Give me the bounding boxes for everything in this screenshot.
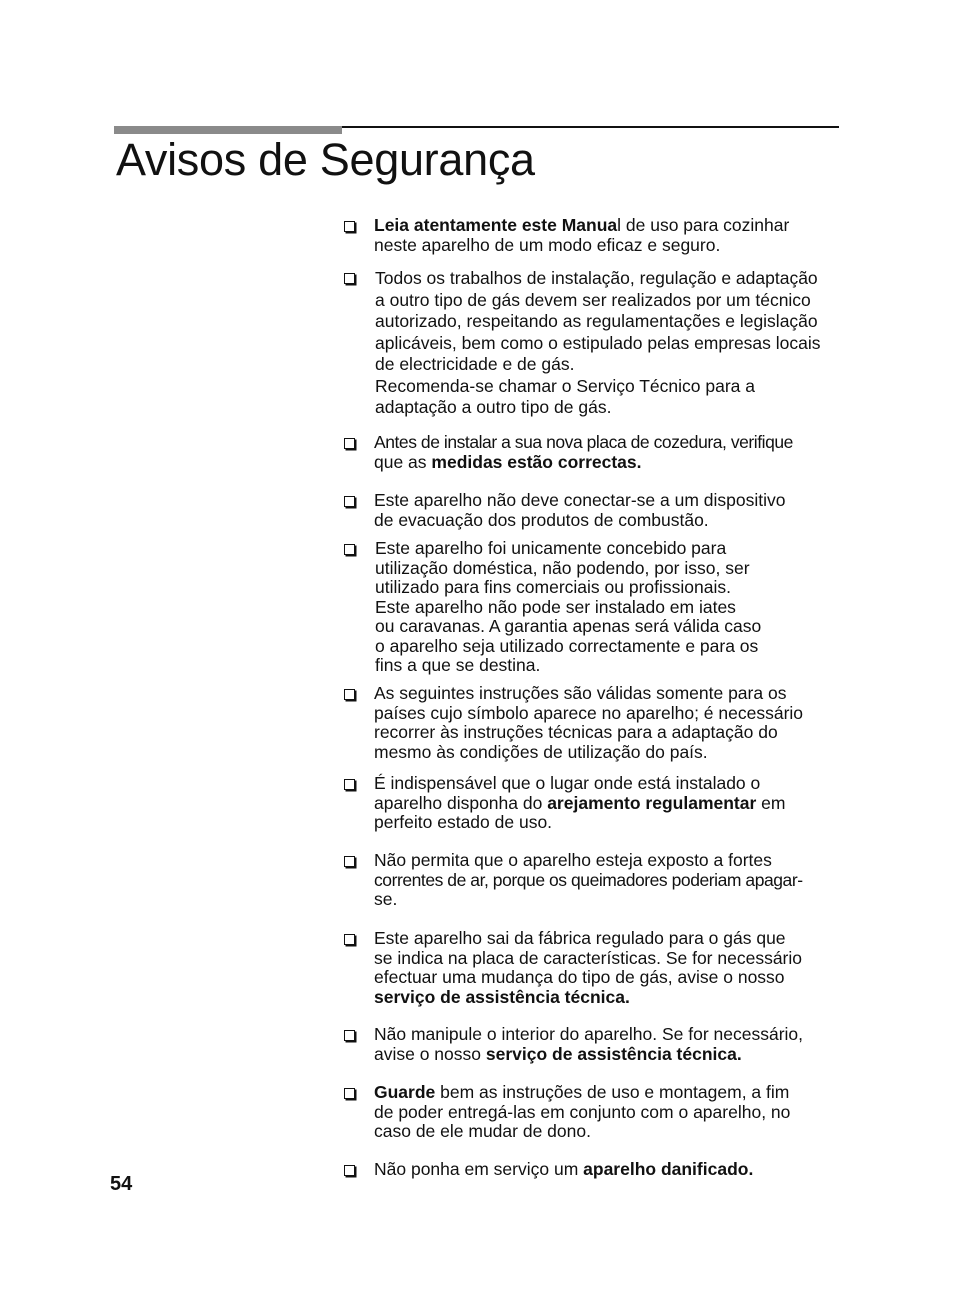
page-title: Avisos de Segurança [116, 134, 535, 185]
list-item-text: É indispensável que o lugar onde está instalado o aparelho disponha do arejamento regulamentar em perfeito estado de uso. [374, 773, 786, 832]
list-item-text: Não permita que o aparelho esteja exposto a fortes correntes de ar, porque os queimadores poderiam apagar- se. [374, 850, 803, 909]
checkbox-bullet-icon [344, 1030, 355, 1041]
checkbox-bullet-icon [344, 438, 355, 449]
list-item-text: Este aparelho não deve conectar-se a um dispositivo de evacuação dos produtos de combustão. [374, 490, 786, 530]
checkbox-bullet-icon [344, 689, 355, 700]
checkbox-bullet-icon [344, 779, 355, 790]
checkbox-bullet-icon [344, 1088, 355, 1099]
header-rule-accent [114, 126, 342, 134]
checkbox-bullet-icon [344, 1165, 355, 1176]
list-item-text: Leia atentamente este Manual de uso para cozinhar neste aparelho de um modo eficaz e seguro. [374, 215, 790, 255]
list-item-text: Não manipule o interior do aparelho. Se for necessário, avise o nosso serviço de assistência técnica. [374, 1024, 803, 1064]
checkbox-bullet-icon [344, 221, 355, 232]
list-item-text: Este aparelho foi unicamente concebido para utilização doméstica, não podendo, por isso, ser utilizado para fins comerciais ou profissionais. Este aparelho não pode ser instalado em iates ou caravanas. A garantia apenas será válida caso o aparelho seja utilizado correctamente e para os fins a que se destina. [375, 538, 762, 675]
page-number: 54 [110, 1173, 133, 1195]
list-item-text: Não ponha em serviço um aparelho danificado. [374, 1159, 754, 1179]
list-item-text: Este aparelho sai da fábrica regulado para o gás que se indica na placa de características. Se for necessário efectuar uma mudança do tipo de gás, avise o nosso serviço de assistência técnica. [374, 928, 802, 1007]
list-item-text: Guarde bem as instruções de uso e montagem, a fim de poder entregá-las em conjunto com o aparelho, no caso de ele mudar de dono. [374, 1082, 791, 1141]
checkbox-bullet-icon [344, 934, 355, 945]
checkbox-bullet-icon [344, 544, 355, 555]
checkbox-bullet-icon [344, 273, 355, 284]
checkbox-bullet-icon [344, 496, 355, 507]
list-item-text: Antes de instalar a sua nova placa de cozedura, verifique que as medidas estão correctas. [374, 432, 793, 472]
list-item-text: Todos os trabalhos de instalação, regulação e adaptação a outro tipo de gás devem ser realizados por um técnico autorizado, respeitando as regulamentações e legislação aplicáveis, bem como o estipulado pelas empresas locais de electricidade e de gás. Recomenda-se chamar o Serviço Técnico para a adaptação a outro tipo de gás. [375, 268, 821, 417]
checkbox-bullet-icon [344, 856, 355, 867]
list-item-text: As seguintes instruções são válidas somente para os países cujo símbolo aparece no aparelho; é necessário recorrer às instruções técnicas para a adaptação do mesmo às condições de utilização do país. [374, 683, 804, 762]
